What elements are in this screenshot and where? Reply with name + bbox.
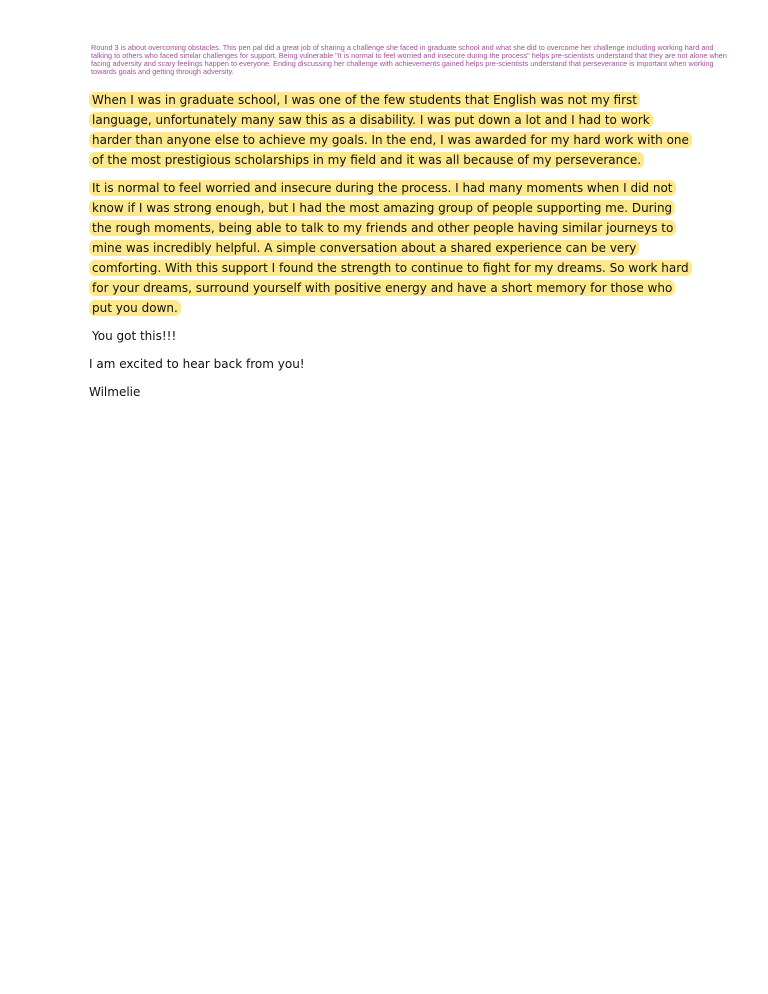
- highlighted-paragraph-2: It is normal to feel worried and insecure during the process. I had many moments when I did not know if I was strong enough, but I had the most amazing group of people supporting me. During the rough moments, being able to talk to my friends and other people having similar journeys to mine was incredibly helpful. A simple conversation about a shared experience can be very comforting. With this support I found the strength to continue to fight for my dreams. So work hard for your dreams, surround yourself with positive energy and have a short memory for those who put you down.: [89, 180, 692, 316]
- signature: Wilmelie: [89, 385, 141, 399]
- letter-paragraph-1: [89, 90, 689, 170]
- closing-line: I am excited to hear back from you!: [89, 357, 305, 371]
- letter-body: [89, 90, 689, 410]
- highlighted-paragraph-1: When I was in graduate school, I was one of the few students that English was not my first language, unfortunately many saw this as a disability. I was put down a lot and I had to work harder than anyone else to achieve my goals. In the end, I was awarded for my hard work with one of the most prestigious scholarships in my field and it was all because of my perseverance.: [89, 92, 692, 168]
- reviewer-annotation: Round 3 is about overcoming obstacles. This pen pal did a great job of sharing a challenge she faced in graduate school and what she did to overcome her challenge including working hard and talking to others who faced similar challenges for support. Being vulnerable "It is normal to feel worried and insecure during the process" helps pre-scientists understand that they are not alone when facing adversity and scary feelings happen to everyone. Ending discussing her challenge with achievements gained helps pre-scientists understand that perseverance is important when working towards goals and getting through adversity.: [91, 43, 727, 77]
- letter-paragraph-2: [89, 178, 689, 318]
- encouragement-line: You got this!!!: [92, 329, 177, 343]
